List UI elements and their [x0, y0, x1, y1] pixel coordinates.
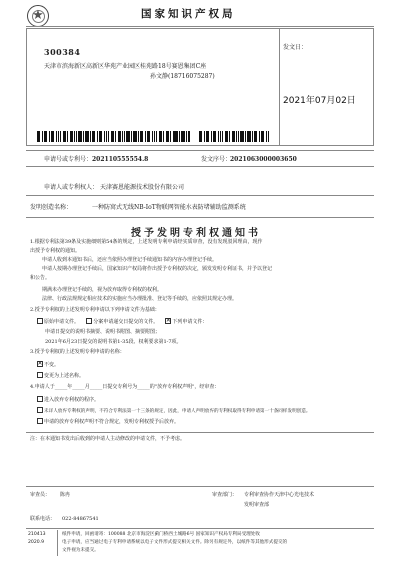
header-divider	[26, 26, 374, 27]
note: 注：在本通知书发出后收到的申请人主动修改的申请文件，不予考虑。	[30, 436, 186, 442]
send-date-label: 发文日：	[283, 44, 308, 51]
option-waiver-1: 进入放弃专利权的程序。	[44, 397, 100, 403]
checkbox-following-docs[interactable]	[165, 318, 171, 324]
form-code: 210413	[28, 532, 46, 537]
applicant-label: 申请人或专利权人：	[44, 184, 99, 191]
row-divider	[26, 166, 374, 167]
waiver-option	[37, 396, 99, 405]
waiver-option	[37, 418, 179, 427]
department-sub: 发明审查部	[244, 502, 270, 508]
app-no-label: 申请号或专利号：	[44, 156, 93, 163]
paragraph-line: 申请日提交的说明书摘要、说明书附图、摘要附图；	[45, 329, 161, 335]
invention-title: 一种防窝式无线NB-IoT物联网智能水表防堵辅助监测系统	[92, 204, 246, 211]
paragraph-line: 2.授予专利权的上述发明专利申请以下列申请文件为基础：	[30, 307, 160, 313]
applicant: 天津赛恩能源技术股份有限公司	[100, 184, 185, 191]
mailing-contact: 孙文静(18716075287)	[150, 73, 215, 80]
national-emblem-icon: ★	[27, 5, 49, 27]
examiner-label: 审查员：	[30, 492, 51, 498]
row-divider	[26, 195, 374, 196]
paragraph-line: 法律、行政法规规定相应技术的实施应当办理批准、登记等手续的，应依照其规定办理。	[42, 296, 238, 302]
serial-no: 2021063000003650	[230, 156, 297, 163]
checkbox-changed[interactable]	[37, 372, 43, 378]
mailing-box-divider	[279, 28, 280, 146]
postal-code: 300384	[44, 47, 81, 57]
checkbox-waiver-1[interactable]	[37, 396, 43, 402]
checkbox-waiver-2[interactable]	[37, 407, 43, 413]
checkbox-divisional[interactable]	[86, 318, 92, 324]
paragraph-line: 2021年6月23日提交的说明书第1-35段、权利要求第1-7项。	[45, 339, 182, 345]
paragraph-line: 3.授予专利权的上述发明专利申请的名称：	[30, 349, 125, 355]
basis-options	[37, 318, 207, 327]
row-divider	[26, 150, 374, 151]
option-waiver-3: 申请的放弃专利权声明不符合规定，发明专利权授予后放弃。	[44, 419, 180, 425]
name-option	[37, 372, 84, 381]
name-option	[37, 361, 59, 370]
option-waiver-2: 未详人放弃专利权的声明，不符合专利法第一十三条的规定，因此，申请人声明放弃的专利权取得专利申请第一十条同样发明创造。	[44, 409, 311, 414]
section-divider	[26, 486, 374, 487]
barcode	[199, 131, 270, 142]
mail-instruction: 电子申请，应当通过电子专利申请系统以电子文件形式提交相关文件。除另有规定外，以纸件等其他形式提交的	[62, 540, 288, 545]
paragraph-line: 4.申请人于_____年_____月_____日提交专利号为_____的"放弃专利权声明"，经审查：	[30, 384, 220, 390]
checkbox-waiver-3[interactable]	[37, 418, 43, 424]
dept-label: 审查部门：	[212, 492, 238, 498]
paragraph-line: 和公告。	[30, 275, 51, 281]
phone-label: 联系电话：	[30, 516, 56, 522]
option-following-docs: 下列申请文件：	[172, 319, 208, 325]
mailing-box	[26, 28, 374, 146]
paragraph-line: 1.根据专利法第39条及实施细则第54条的规定，上述发明专利申请经实质审查，没有发现驳回理由，现作	[30, 239, 263, 245]
option-unchanged: 不变。	[44, 362, 60, 368]
paragraph-line: 出授予专利权的通知。	[30, 248, 81, 254]
office-name: 国家知识产权局	[141, 8, 236, 20]
app-no: 202110555554.8	[92, 156, 149, 163]
footer-divider	[57, 530, 58, 556]
section-divider	[26, 528, 374, 529]
phone: 022-84867541	[62, 516, 99, 522]
option-changed: 变更为上述名称。	[44, 373, 85, 379]
department: 专利审查协作天津中心光电技术	[244, 492, 315, 498]
serial-label: 发文序号：	[201, 156, 232, 163]
section-divider	[26, 432, 374, 433]
form-year: 2020.9	[28, 540, 45, 545]
paragraph-line: 期满未办理登记手续的，视为放弃取得专利权的权利。	[42, 287, 163, 293]
checkbox-original[interactable]	[37, 318, 43, 324]
checkbox-unchanged[interactable]	[37, 361, 43, 367]
option-divisional: 分案申请递交日提交的文件。	[93, 319, 159, 325]
notice-title: 授予发明专利权通知书	[131, 228, 261, 239]
mail-instruction: 纸件申请，回函请寄：100088 北京市海淀区蓟门桥西土城路6号 国家知识产权局专利局受理处收	[62, 532, 260, 537]
send-date: 2021年07月02日	[283, 96, 356, 106]
section-divider	[26, 217, 374, 218]
waiver-option	[37, 407, 310, 416]
mailing-address: 天津市滨海新区高新区华苑产业园区桂苑路18号赛恩集团C座	[44, 63, 207, 70]
option-original: 原始申请文件。	[44, 319, 80, 325]
mail-instruction: 文件视为未提交。	[62, 548, 99, 553]
paragraph-line: 申请人按期办理登记手续后，国家知识产权局将作出授予专利权的决定，颁发发明专利证书，并予以登记	[42, 266, 273, 272]
barcode	[37, 131, 190, 142]
examiner: 陈冉	[60, 492, 71, 498]
paragraph-line: 申请人收到本通知书后，还应当依照办理登记手续通知书的内容办理登记手续。	[42, 257, 218, 263]
invention-label: 发明创造名称：	[30, 204, 73, 211]
